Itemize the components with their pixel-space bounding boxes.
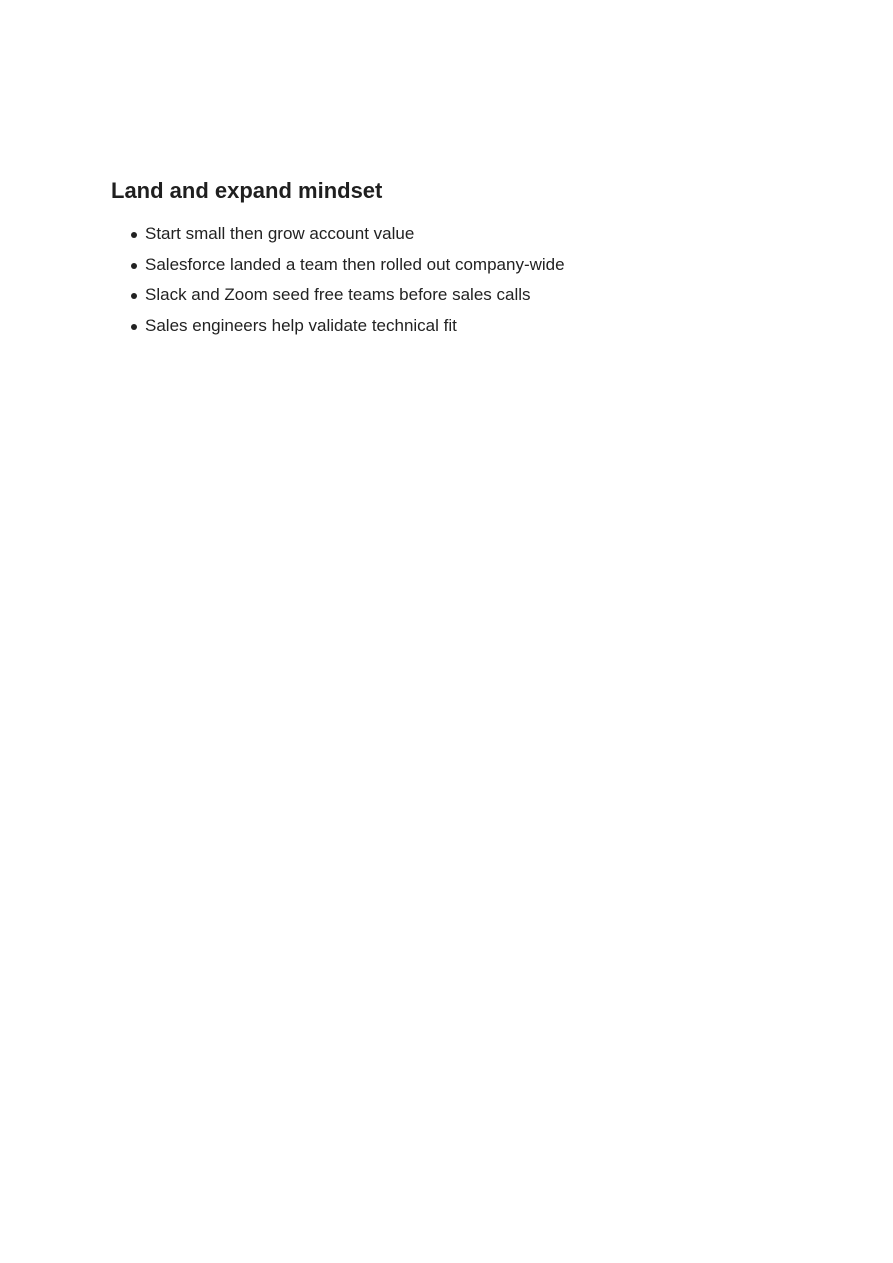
list-item	[111, 280, 811, 311]
list-item-text: Slack and Zoom seed free teams before sales calls	[145, 285, 531, 304]
list-item	[111, 219, 811, 250]
bullet-icon	[131, 324, 137, 330]
list-item	[111, 250, 811, 281]
page-title: Land and expand mindset	[111, 178, 383, 203]
list-item-text: Start small then grow account value	[145, 224, 415, 243]
bullet-list	[111, 219, 811, 341]
list-item	[111, 311, 811, 342]
list-item-text: Salesforce landed a team then rolled out company-wide	[145, 254, 565, 274]
bullet-icon	[131, 263, 137, 269]
bullet-icon	[131, 293, 137, 299]
bullet-icon	[131, 232, 137, 238]
list-item-text: Sales engineers help validate technical fit	[145, 315, 457, 335]
slide-content	[111, 176, 811, 341]
